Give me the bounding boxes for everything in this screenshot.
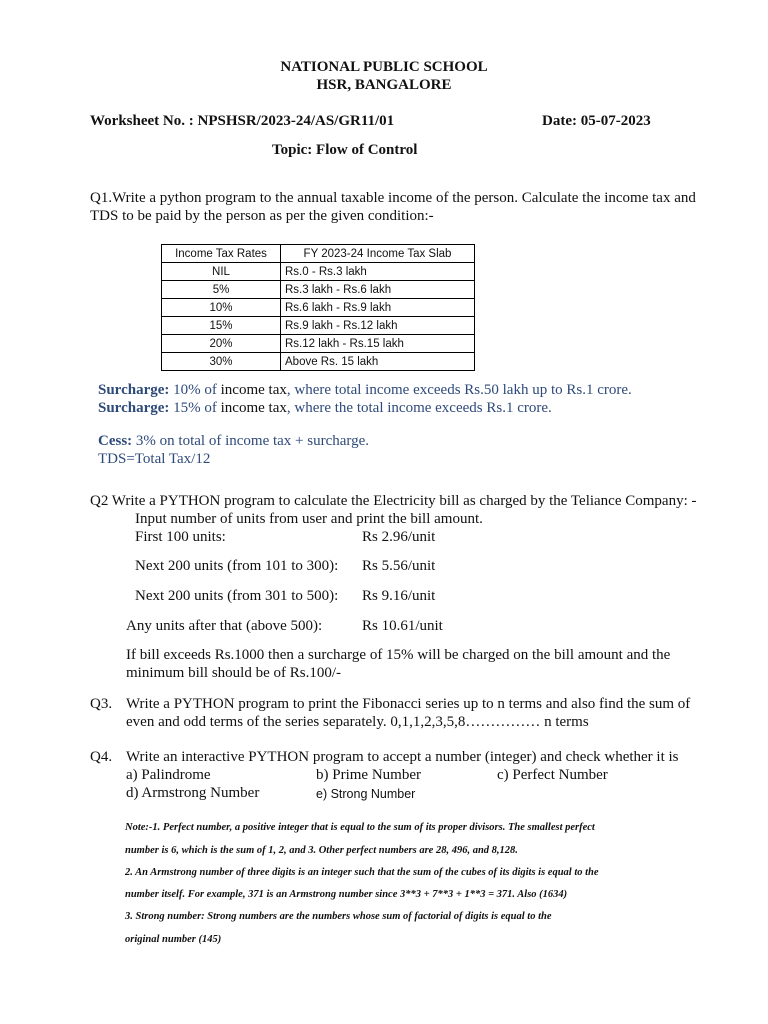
table-cell-slab: Rs.6 lakh - Rs.9 lakh: [281, 299, 475, 317]
table-header-row: [162, 245, 475, 263]
table-row: [162, 299, 475, 317]
cess-line: [98, 433, 369, 450]
table-cell-rate: NIL: [162, 263, 281, 281]
table-cell-rate: 15%: [162, 317, 281, 335]
note-3b: original number (145): [125, 934, 222, 945]
surcharge-rest: , where the total income exceeds Rs.1 crore.: [286, 400, 552, 416]
surcharge-rest: , where total income exceeds Rs.50 lakh up to Rs.1 crore.: [286, 382, 632, 398]
topic-title: Topic: Flow of Control: [272, 142, 418, 158]
q2-note-line1: If bill exceeds Rs.1000 then a surcharge of 15% will be charged on the bill amount and the: [126, 647, 671, 663]
surcharge-tax: income tax: [220, 400, 287, 416]
rate-value: Rs 10.61/unit: [362, 618, 443, 634]
table-cell-slab: Rs.12 lakh - Rs.15 lakh: [281, 335, 475, 353]
rate-label: Any units after that (above 500):: [126, 618, 323, 634]
q4-option-d: d) Armstrong Number: [126, 785, 260, 801]
surcharge-line-2: [98, 400, 552, 417]
q3-line2: even and odd terms of the series separately. 0,1,1,2,3,5,8…………… n terms: [126, 714, 589, 730]
note-2b: number itself. For example, 371 is an Armstrong number since 3**3 + 7**3 + 1**3 = 371. Also (1634): [125, 889, 568, 900]
cess-label: Cess:: [98, 433, 133, 449]
q4-option-b: b) Prime Number: [316, 767, 421, 783]
table-row: [162, 317, 475, 335]
note-3a: 3. Strong number: Strong numbers are the numbers whose sum of factorial of digits is equal to the: [125, 911, 552, 922]
q4-line1: Write an interactive PYTHON program to accept a number (integer) and check whether it is: [126, 749, 679, 765]
surcharge-line-1: [98, 382, 632, 399]
q3-line1: Write a PYTHON program to print the Fibonacci series up to n terms and also find the sum of: [126, 696, 691, 712]
q2-note-line2: minimum bill should be of Rs.100/-: [126, 665, 342, 681]
table-cell-slab: Above Rs. 15 lakh: [281, 353, 475, 371]
tax-slab-table: [161, 244, 475, 371]
surcharge-label: Surcharge:: [98, 400, 170, 416]
note-2a: 2. An Armstrong number of three digits is an integer such that the sum of the cubes of its digits is equal to the: [125, 867, 599, 878]
q2-line1: Q2 Write a PYTHON program to calculate the Electricity bill as charged by the Teliance Company: -: [90, 493, 697, 509]
worksheet-number: Worksheet No. : NPSHSR/2023-24/AS/GR11/01: [90, 113, 395, 129]
table-row: [162, 335, 475, 353]
table-cell-rate: 30%: [162, 353, 281, 371]
cess-rest: 3% on total of income tax + surcharge.: [132, 433, 370, 449]
q3-number: Q3.: [90, 696, 113, 712]
q4-number: Q4.: [90, 749, 113, 765]
table-header-slab: FY 2023-24 Income Tax Slab: [281, 245, 475, 263]
table-cell-rate: 20%: [162, 335, 281, 353]
rate-value: Rs 5.56/unit: [362, 558, 436, 574]
surcharge-label: Surcharge:: [98, 382, 170, 398]
school-location: HSR, BANGALORE: [316, 77, 452, 93]
table-row: [162, 281, 475, 299]
note-1b: number is 6, which is the sum of 1, 2, and 3. Other perfect numbers are 28, 496, and 8,128.: [125, 845, 518, 856]
note-1a: Note:-1. Perfect number, a positive integer that is equal to the sum of its proper divisors. The smallest perfect: [125, 822, 595, 833]
q4-option-a: a) Palindrome: [126, 767, 211, 783]
table-cell-slab: Rs.9 lakh - Rs.12 lakh: [281, 317, 475, 335]
rate-label: First 100 units:: [135, 529, 226, 545]
surcharge-pct: 10% of: [169, 382, 221, 398]
school-name: NATIONAL PUBLIC SCHOOL: [280, 59, 488, 75]
table-row: [162, 263, 475, 281]
surcharge-tax: income tax: [220, 382, 287, 398]
rate-value: Rs 2.96/unit: [362, 529, 436, 545]
q1-line1: Q1.Write a python program to the annual taxable income of the person. Calculate the income tax and: [90, 190, 696, 206]
rate-label: Next 200 units (from 301 to 500):: [135, 588, 339, 604]
table-cell-rate: 5%: [162, 281, 281, 299]
table-cell-slab: Rs.0 - Rs.3 lakh: [281, 263, 475, 281]
table-cell-rate: 10%: [162, 299, 281, 317]
q4-option-e: e) Strong Number: [316, 787, 416, 801]
rate-value: Rs 9.16/unit: [362, 588, 436, 604]
worksheet-date: Date: 05-07-2023: [542, 113, 651, 129]
table-cell-slab: Rs.3 lakh - Rs.6 lakh: [281, 281, 475, 299]
q1-line2: TDS to be paid by the person as per the given condition:-: [90, 208, 434, 224]
surcharge-pct: 15% of: [169, 400, 221, 416]
rate-label: Next 200 units (from 101 to 300):: [135, 558, 339, 574]
table-header-rates: Income Tax Rates: [162, 245, 281, 263]
tds-line: TDS=Total Tax/12: [98, 451, 211, 467]
q2-line2: Input number of units from user and print the bill amount.: [135, 511, 483, 527]
table-row: [162, 353, 475, 371]
q4-option-c: c) Perfect Number: [497, 767, 608, 783]
